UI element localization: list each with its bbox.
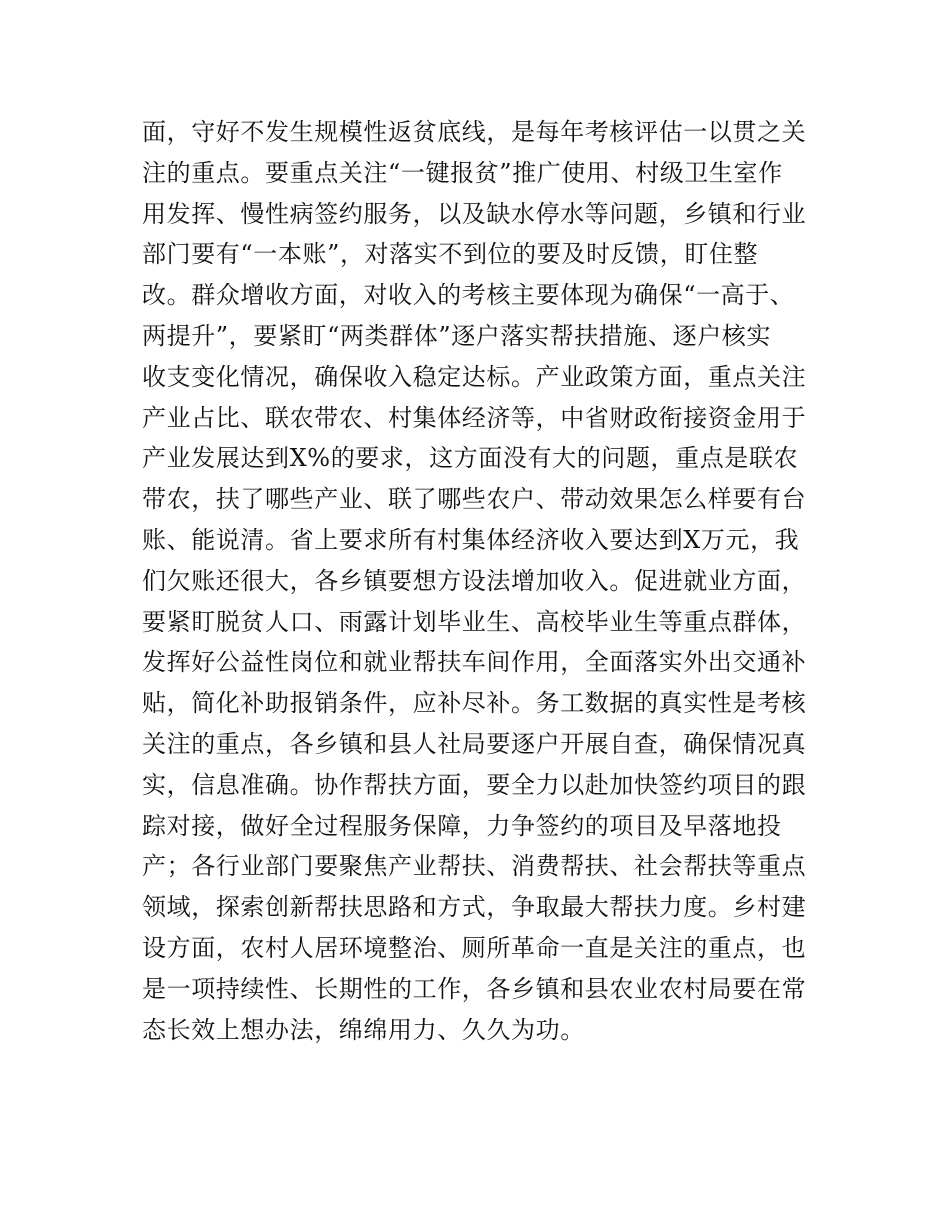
text-line: 设方面，农村人居环境整治、厕所革命一直是关注的重点，也: [142, 933, 807, 962]
text-line: 领域，探索创新帮扶思路和方式，争取最大帮扶力度。乡村建: [142, 893, 807, 922]
text-line: 贴，简化补助报销条件，应补尽补。务工数据的真实性是考核: [142, 689, 807, 718]
text-line: 带农，扶了哪些产业、联了哪些农户、带动效果怎么样要有台: [142, 485, 807, 514]
text-line: 两提升”，要紧盯“两类群体”逐户落实帮扶措施、逐户核实: [142, 321, 772, 350]
text-line: 发挥好公益性岗位和就业帮扶车间作用，全面落实外出交通补: [142, 648, 807, 677]
text-line: 收支变化情况，确保收入稳定达标。产业政策方面，重点关注: [142, 362, 807, 391]
text-line: 态长效上想办法，绵绵用力、久久为功。: [142, 1015, 585, 1044]
text-line: 产业占比、联农带农、村集体经济等，中省财政衔接资金用于: [142, 403, 807, 432]
text-line: 改。群众增收方面，对收入的考核主要体现为确保“一高于、: [142, 281, 795, 310]
text-line: 账、能说清。省上要求所有村集体经济收入要达到X万元，我: [142, 525, 800, 554]
body-paragraph: [142, 112, 822, 1050]
text-line: 是一项持续性、长期性的工作，各乡镇和县农业农村局要在常: [142, 974, 807, 1003]
text-line: 踪对接，做好全过程服务保障，力争签约的项目及早落地投: [142, 811, 782, 840]
text-line: 面，守好不发生规模性返贫底线，是每年考核评估一以贯之关: [142, 118, 807, 146]
text-line: 们欠账还很大，各乡镇要想方设法增加收入。促进就业方面，: [142, 566, 807, 595]
text-line: 关注的重点，各乡镇和县人社局要逐户开展自查，确保情况真: [142, 729, 807, 758]
text-line: 要紧盯脱贫人口、雨露计划毕业生、高校毕业生等重点群体，: [142, 607, 807, 636]
text-line: 产；各行业部门要聚焦产业帮扶、消费帮扶、社会帮扶等重点: [142, 852, 807, 881]
text-line: 注的重点。要重点关注“一键报贫”推广使用、村级卫生室作: [142, 158, 783, 187]
text-line: 实，信息准确。协作帮扶方面，要全力以赴加快签约项目的跟: [142, 770, 807, 799]
text-line: 用发挥、慢性病签约服务，以及缺水停水等问题，乡镇和行业: [142, 199, 807, 228]
text-line: 部门要有“一本账”，对落实不到位的要及时反馈，盯住整: [142, 240, 759, 269]
text-line: 产业发展达到X%的要求，这方面没有大的问题，重点是联农: [142, 444, 799, 473]
